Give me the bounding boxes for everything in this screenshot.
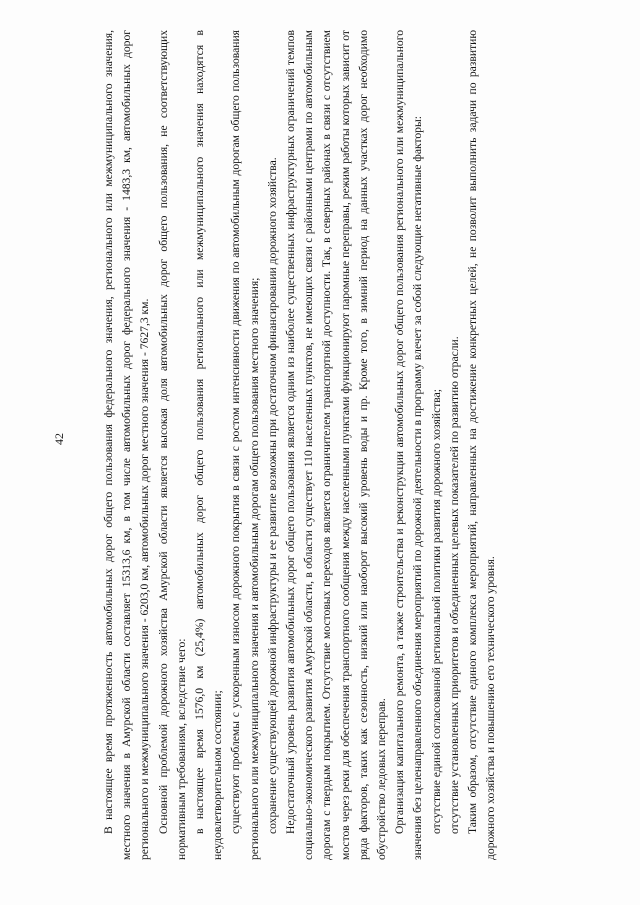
paragraph-main-problem: Основной проблемой дорожного хозяйства Амурской области является высокая доля автомобильных дорог общего пользования, не соответствующих нормативным требованиям, вследствие чего:: [156, 30, 188, 860]
paragraph-wear-problems: существуют проблемы с ускоренным износом дорожного покрытия в связи с ростом интенсивности движения по автомобильным дорогам общего пользования регионального или межмуниципального значения и автомобильным дорогам общего пользования местного значения;: [229, 30, 261, 860]
paragraph-no-unified-policy: отсутствие единой согласованной региональной политики развития дорожного хозяйства;: [429, 389, 443, 834]
paragraph-insufficient-development: Недостаточный уровень развития автомобильных дорог общего пользования является одним из наиболее существенных инфраструктурных ограничений темпов социально-экономического развития Амурской области, в области существует 110 населенных пунктов, не имеющих связи с районными центрами по автомобильным дорогам с твердым покрытием. Отсутствие мостовых переходов является ограничителем транспортной доступности. Так, в северных районах в связи с отсутствием мостов через реки для обеспечения транспортного сообщения между населенными пунктами функционируют паромные переправы, режим работы которых зависит от ряда факторов, таких как сезонность, низкий или наоборот высокий уровень воды и пр. Кроме того, в зимний период на данных участках дорог необходимо обустройство ледовых переправ.: [284, 30, 389, 860]
page-number: 42: [52, 433, 66, 445]
document-body: [100, 30, 500, 860]
paragraph-unsatisfactory-roads: в настоящее время 1576,0 км (25,4%) автомобильных дорог общего пользования регионального или межмуниципального значения находятся в неудовлетворительном состоянии;: [193, 30, 225, 860]
paragraph-road-length: В настоящее время протяженность автомобильных дорог общего пользования федерального значения, регионального или межмуниципального значения, местного значения в Амурской области составляет 15313,6 км, в том числе автомобильных дорог федерального значения - 1483,3 км, автомобильных дорог регионального и межмуниципального значения - 6203,0 км, автомобильных дорог местного значения - 7627,3 км.: [102, 30, 152, 860]
paragraph-capital-repair: Организация капитального ремонта, а также строительства и реконструкции автомобильных дорог общего пользования регионального или межмуниципального значения без целенаправленного объединения мероприятий по дорожной деятельности в программу влечет за собой следующие негативные факторы:: [393, 30, 425, 860]
paragraph-financing: сохранение существующей дорожной инфраструктуры и ее развитие возможны при достаточном финансировании дорожного хозяйства.: [265, 157, 279, 834]
paragraph-no-priorities: отсутствие установленных приоритетов и объединенных целевых показателей по развитию отрасли.: [447, 336, 461, 834]
paragraph-conclusion: Таким образом, отсутствие единого комплекса мероприятий, направленных на достижение конкретных целей, не позволит выполнить задачи по развитию дорожного хозяйства и повышению его технического уровня.: [466, 30, 498, 860]
